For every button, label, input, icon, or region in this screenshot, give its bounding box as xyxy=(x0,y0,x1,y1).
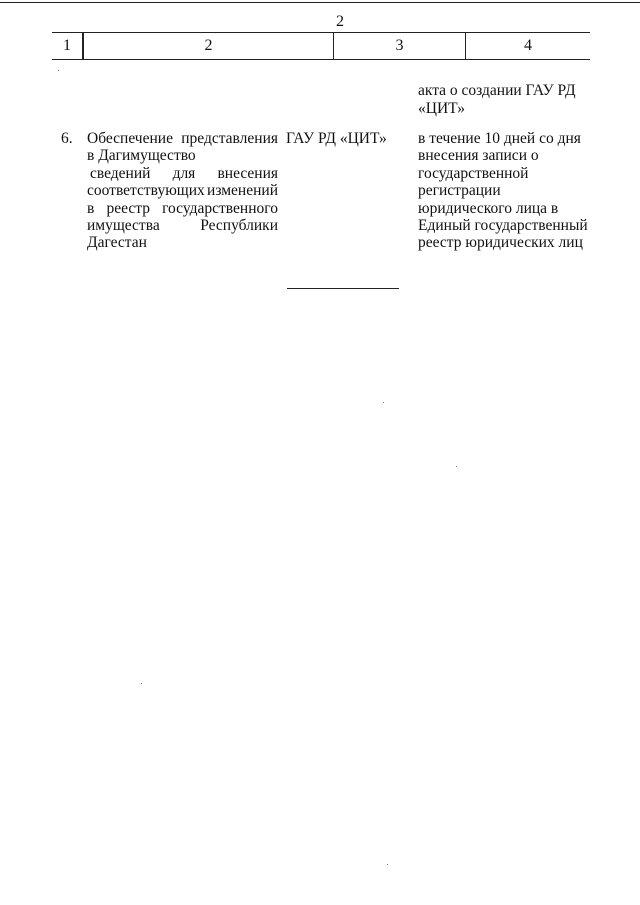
task-word: изменений xyxy=(207,182,278,199)
header-col-4: 4 xyxy=(465,33,590,59)
deadline-line-5: юридического лица в xyxy=(418,200,559,217)
task-line-3 xyxy=(90,165,278,183)
header-col-3: 3 xyxy=(333,33,465,59)
header-col-1: 1 xyxy=(63,37,71,54)
row-number: 6. xyxy=(61,130,73,147)
scan-speck xyxy=(387,864,388,865)
top-edge-rule xyxy=(0,2,640,3)
scan-speck xyxy=(141,683,142,684)
task-word: государственного xyxy=(162,200,278,217)
task-word: в xyxy=(87,200,95,217)
task-line-1 xyxy=(87,130,278,148)
deadline-line-7: реестр юридических лиц xyxy=(418,234,583,251)
task-line-2: в Дагимущество xyxy=(87,147,196,164)
continuation-col4-line-1: акта о создании ГАУ РД xyxy=(418,82,576,99)
deadline-line-2: внесения записи о xyxy=(418,147,539,164)
task-line-4 xyxy=(87,182,278,200)
task-word: реестр xyxy=(106,200,150,217)
deadline-line-1: в течение 10 дней со дня xyxy=(418,130,581,147)
task-line-7: Дагестан xyxy=(87,234,147,251)
deadline-line-6: Единый государственный xyxy=(418,217,588,234)
continuation-col4-line-2: «ЦИТ» xyxy=(418,100,465,117)
task-word: Обеспечение xyxy=(87,130,173,147)
task-line-5 xyxy=(87,200,278,218)
deadline-line-4: регистрации xyxy=(418,182,501,199)
page-number: 2 xyxy=(336,13,344,30)
task-word: для xyxy=(172,165,196,182)
deadline-line-3: государственной xyxy=(418,165,529,182)
task-word: внесения xyxy=(217,165,278,182)
task-word: имущества xyxy=(87,217,160,234)
header-col-2: 2 xyxy=(82,33,333,59)
responsible-party: ГАУ РД «ЦИТ» xyxy=(286,130,387,147)
task-word: соответствующих xyxy=(87,182,205,199)
task-word: сведений xyxy=(90,165,151,182)
scan-speck xyxy=(456,466,457,467)
task-line-6 xyxy=(87,217,278,235)
scan-speck xyxy=(58,70,59,71)
end-of-document-divider xyxy=(287,288,399,289)
task-word: представления xyxy=(181,130,278,147)
scan-speck xyxy=(383,402,384,403)
task-word: Республики xyxy=(200,217,278,234)
table-header-row xyxy=(52,32,590,60)
